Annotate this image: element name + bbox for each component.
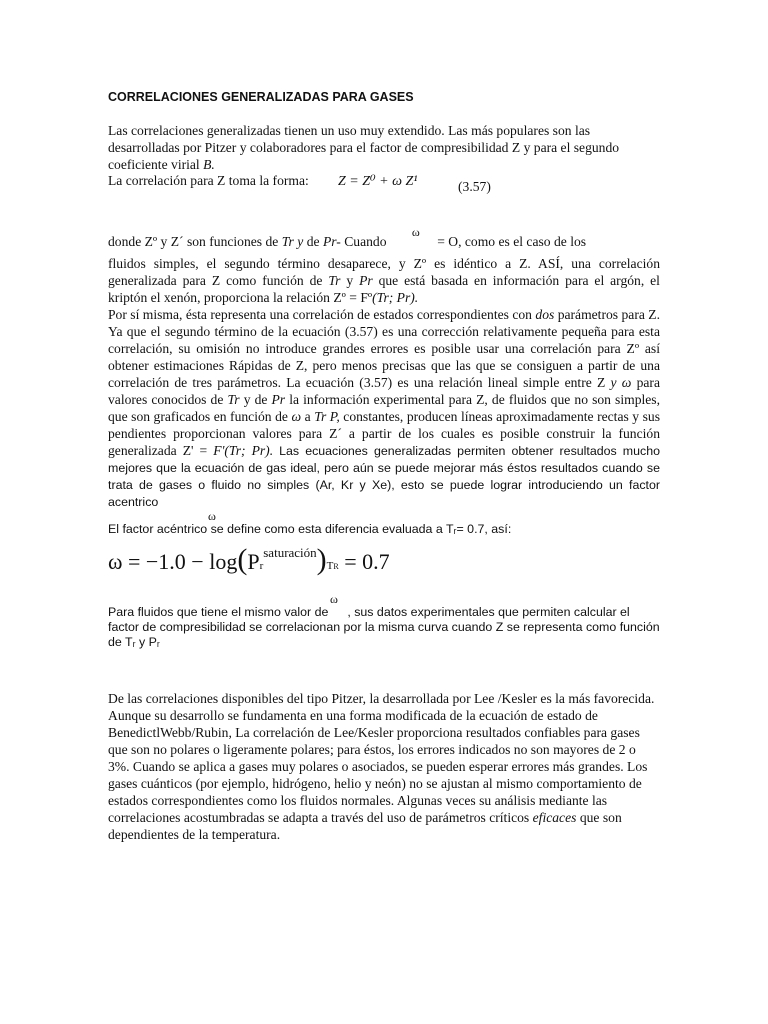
italic-span: Pr-	[322, 234, 341, 249]
text-span: y	[346, 273, 354, 288]
intro-text: Las correlaciones generalizadas tienen un uso muy extendido. Las más populares son las desarrolladas por Pitzer y colaboradores para el factor de compresibilidad Z y para el segundo coeficiente virial	[108, 123, 620, 172]
text-span: El factor acéntrico se define como esta diferencia evaluada a Tᵣ= 0.7, así:	[108, 522, 512, 536]
tail-paragraph-2	[108, 707, 660, 843]
acentric-equation	[108, 543, 660, 583]
text-span: Para fluidos que tiene el mismo valor de	[108, 605, 329, 619]
italic-span: dos	[535, 307, 555, 322]
intro-italic: B.	[203, 157, 215, 172]
omega-symbol: ω	[411, 225, 420, 239]
text-span: que son dependientes de la temperatura.	[108, 810, 622, 842]
italic-span: F'(Tr; Pr).	[213, 443, 274, 458]
text-span: que está basada en información para el argón, el kriptón el xenón, proporciona la relación Zº = Fº	[108, 273, 660, 305]
spacer	[108, 207, 660, 233]
italic-span: Tr	[328, 273, 341, 288]
text-span: constantes, producen líneas aproximadamente rectas y sus pendientes proporcionan valores para Z´ a partir de los cuales es posible construir la función generalizada Z' =	[108, 409, 660, 458]
text-span: para valores conocidos de	[108, 375, 660, 407]
body-line-a	[108, 225, 660, 251]
spacer	[108, 650, 660, 690]
italic-span: Pr	[271, 392, 286, 407]
text-span: donde Zº y Z´ son funciones de	[108, 234, 279, 249]
text-span: a	[304, 409, 311, 424]
equation-sub-r: R	[333, 562, 339, 571]
italic-span: Pr	[359, 273, 373, 288]
italic-span: y ω	[610, 375, 632, 390]
text-span: y de	[243, 392, 268, 407]
body-paragraph-2	[108, 255, 660, 306]
body-paragraph-5	[108, 605, 660, 650]
tail-paragraph-1	[108, 690, 660, 707]
text-span: , sus datos experimentales que permiten calcular el factor de compresibilidad se correlacionan por la misma curva cuando Z se representa como función de Tᵣ y Pᵣ	[108, 605, 660, 649]
equation-formula: Z = Z⁰ + ω Z¹	[338, 174, 418, 189]
text-span: De las correlaciones disponibles del tipo Pitzer, la desarrollada por Lee /Kesler es la más favorecida.	[108, 691, 655, 706]
document-page	[108, 90, 660, 843]
text-span: Cuando	[344, 234, 387, 249]
italic-span: (Tr; Pr).	[372, 290, 419, 305]
intro-paragraph	[108, 122, 660, 173]
italic-span: eficaces	[532, 810, 577, 825]
equation-p: P	[247, 549, 260, 574]
omega-symbol: ω	[208, 509, 216, 523]
body-paragraph-4	[108, 522, 660, 537]
italic-span: ω	[291, 409, 302, 424]
paren-close-icon: )	[316, 543, 327, 576]
equation-rhs: = 0.7	[344, 549, 390, 574]
sans-text-span: Las ecuaciones generalizadas permiten obtener resultados mucho mejores que la ecuación de gas ideal, pero aún se puede mejorar más éstos resultados cuando se trata de gases o fluido no simples (Ar, Kr y Xe), esto se puede lograr introduciendo un factor acentrico	[108, 444, 660, 509]
equation-sub-t: T	[326, 560, 334, 572]
equation-number: (3.57)	[458, 179, 491, 194]
text-span: = O, como es el caso de los	[437, 234, 587, 249]
italic-span: Tr y	[281, 234, 304, 249]
text-span: Por sí misma, ésta representa una correlación de estados correspondientes con	[108, 307, 532, 322]
italic-span: Tr	[227, 392, 240, 407]
equation-sub: r	[259, 560, 264, 572]
text-span: fluidos simples, el segundo término desaparece, y Zº es idéntico a Z. ASÍ, una correlación generalizada para Z como función de	[108, 256, 660, 288]
paren-open-icon: (	[237, 543, 248, 576]
text-span: Aunque su desarrollo se fundamenta en una forma modificada de la ecuación de estado de BenedictlWebb/Rubin, La correlación de Lee/Kesler proporciona resultados confiables para gases que son no polares o ligeramente polares; para éstos, los errores indicados no son mayores de 2 o 3%. Cuando se aplica a gases muy polares o asociados, se pueden esperar errores más grandes. Los gases cuánticos (por ejemplo, hidrógeno, helio y neón) no se ajustan al mismo comportamiento de estados correspondientes como los fluidos normales. Algunas veces su análisis mediante las correlaciones acostumbradas se adapta a través del uso de parámetros críticos	[108, 708, 648, 825]
page-title: CORRELACIONES GENERALIZADAS PARA GASES	[108, 90, 414, 104]
equation-line	[108, 173, 660, 207]
text-span: la información experimental para Z, de fluidos que no son simples, que son graficados en función de	[108, 392, 660, 424]
equation-sup: saturación	[263, 545, 317, 560]
body-paragraph-3	[108, 306, 660, 510]
text-span: parámetros para Z. Ya que el segundo término de la ecuación (3.57) es una corrección relativamente pequeña para esta correlación, su omisión no introduce grandes errores es posible usar una correlación para Zº así obtener estimaciones Rápidas de Z, pero menos precisas que las que se consiguen a partir de una correlación de tres parámetros. La ecuación (3.57) es una relación lineal simple entre Z	[108, 307, 660, 390]
text-span: de	[306, 234, 320, 249]
equation-lhs: ω = −1.0 − log	[108, 549, 238, 574]
italic-span: Tr P,	[314, 409, 340, 424]
equation-lead: La correlación para Z toma la forma:	[108, 173, 309, 188]
omega-symbol: ω	[330, 592, 338, 606]
